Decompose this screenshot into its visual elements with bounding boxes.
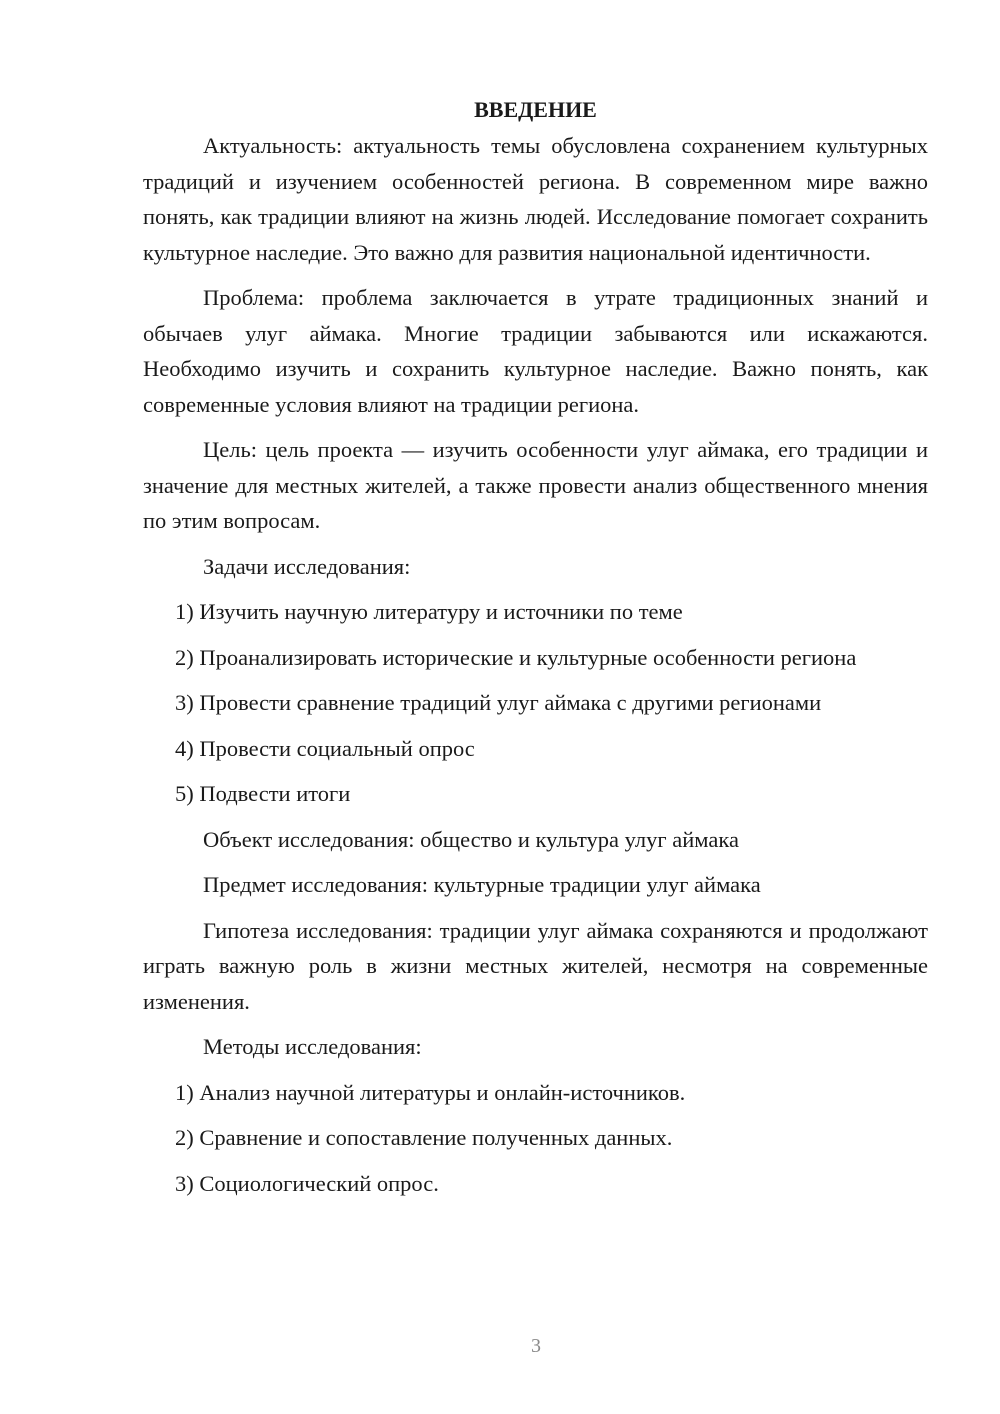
relevance-paragraph: Актуальность: актуальность темы обусловлена сохранением культурных традиций и изучением особенностей региона. В современном мире важно понять, как традиции влияют на жизнь людей. Исследование помогает сохранить культурное наследие. Это важно для развития национальной идентичности. (143, 133, 928, 265)
method-item: 2) Сравнение и сопоставление полученных данных. (175, 1125, 673, 1150)
subject-paragraph: Предмет исследования: культурные традиции улуг аймака (203, 872, 761, 897)
object-paragraph: Объект исследования: общество и культура улуг аймака (203, 826, 739, 852)
method-item: 3) Социологический опрос. (175, 1170, 439, 1196)
page-content (143, 92, 928, 1211)
methods-heading: Методы исследования: (203, 1034, 422, 1059)
goal-paragraph: Цель: цель проекта — изучить особенности улуг аймака, его традиции и значение для местных жителей, а также провести анализ общественного мнения по этим вопросам. (143, 437, 928, 533)
method-item: 1) Анализ научной литературы и онлайн-источников. (175, 1079, 686, 1105)
task-item: 4) Провести социальный опрос (175, 735, 475, 761)
hypothesis-paragraph: Гипотеза исследования: традиции улуг аймака сохраняются и продолжают играть важную роль в жизни местных жителей, несмотря на современные изменения. (143, 917, 928, 1014)
page-number: 3 (531, 1335, 541, 1357)
tasks-heading: Задачи исследования: (203, 553, 411, 579)
page-title: ВВЕДЕНИЕ (474, 97, 597, 122)
task-item: 3) Провести сравнение традиций улуг аймака с другими регионами (175, 690, 822, 715)
problem-paragraph: Проблема: проблема заключается в утрате традиционных знаний и обычаев улуг аймака. Многие традиции забываются или искажаются. Необходимо изучить и сохранить культурное наследие. Важно понять, как современные условия влияют на традиции региона. (143, 285, 928, 417)
task-item: 1) Изучить научную литературу и источники по теме (175, 599, 683, 624)
task-item: 5) Подвести итоги (175, 781, 351, 806)
task-item: 2) Проанализировать исторические и культурные особенности региона (175, 644, 857, 670)
